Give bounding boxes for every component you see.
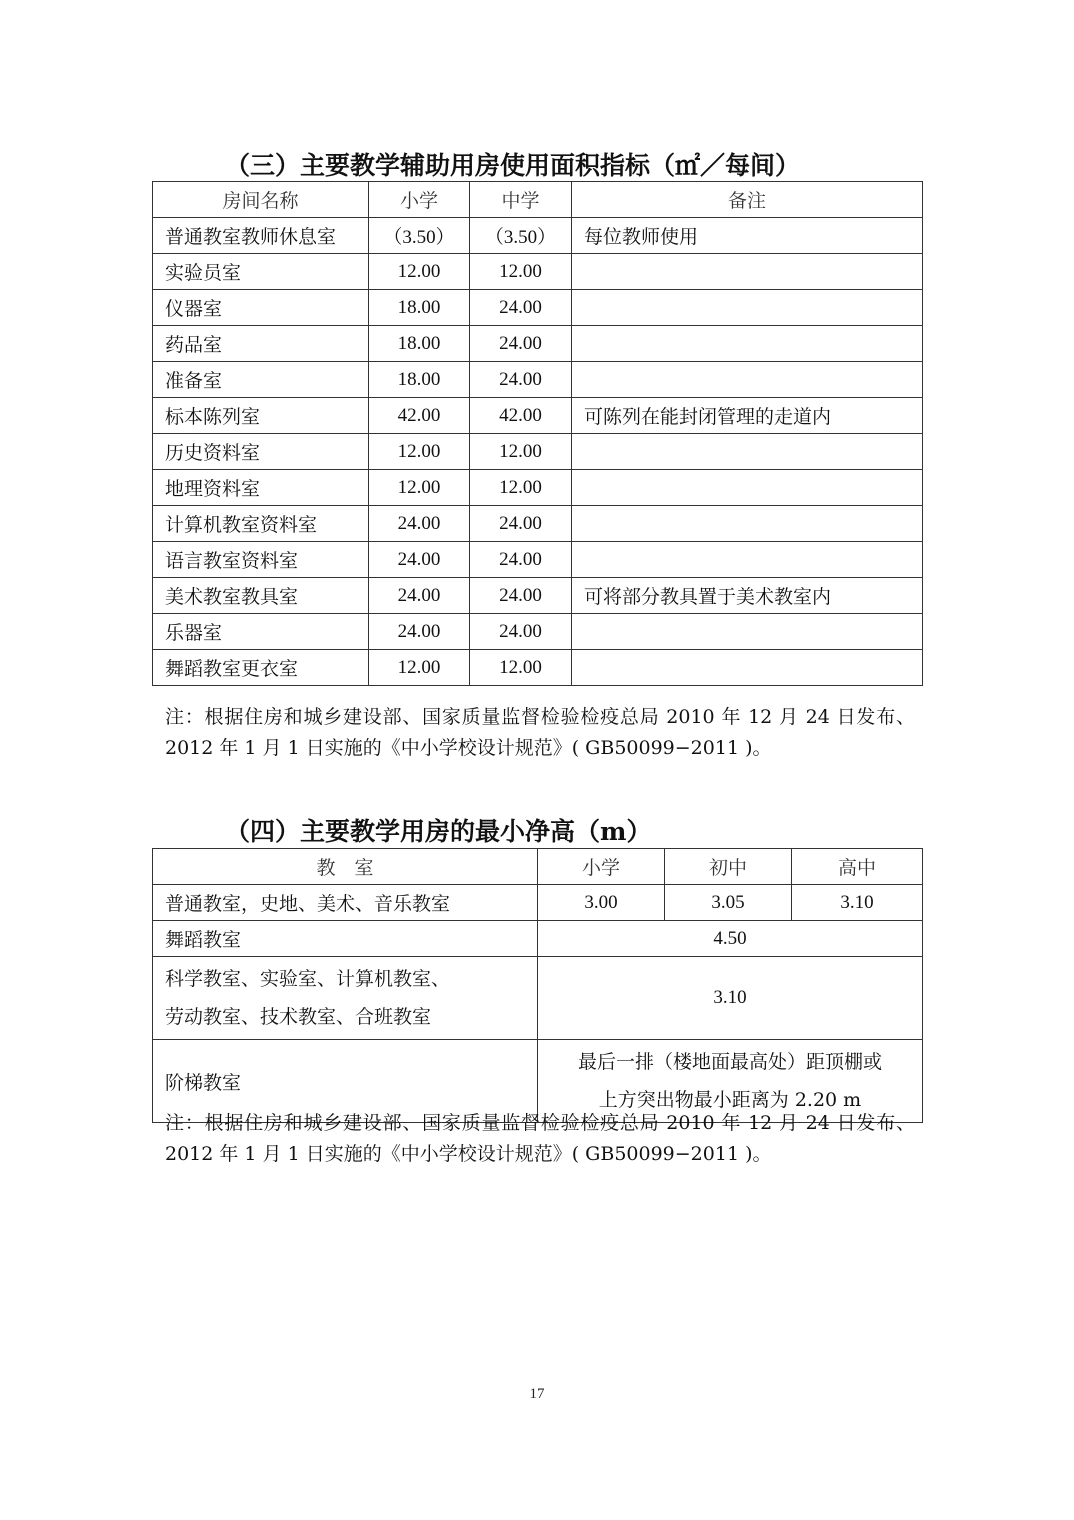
primary-value-cell: 12.00	[369, 254, 470, 290]
min-clear-height-table	[152, 848, 923, 1123]
room-name-cell: 准备室	[153, 362, 369, 398]
column-header-remarks: 备注	[572, 182, 923, 218]
table-row	[153, 434, 923, 470]
room-name-cell: 实验员室	[153, 254, 369, 290]
classroom-name-line: 劳动教室、技术教室、合班教室	[165, 1006, 432, 1028]
table-row	[153, 290, 923, 326]
middle-value-cell: 24.00	[470, 578, 572, 614]
table-header-row	[153, 182, 923, 218]
middle-value-cell: 24.00	[470, 326, 572, 362]
column-header-middle: 中学	[470, 182, 572, 218]
column-header-senior: 高中	[792, 849, 923, 885]
room-name-cell: 仪器室	[153, 290, 369, 326]
height-value-line: 上方突出物最小距离为 2.20 m	[598, 1089, 862, 1111]
remark-cell: 可陈列在能封闭管理的走道内	[572, 398, 923, 434]
table-row	[153, 398, 923, 434]
column-header-classroom: 教 室	[153, 849, 538, 885]
table-row	[153, 542, 923, 578]
middle-value-cell: 24.00	[470, 506, 572, 542]
table-row	[153, 326, 923, 362]
senior-height-cell: 3.10	[792, 885, 923, 921]
middle-value-cell: 12.00	[470, 650, 572, 686]
room-name-cell: 计算机教室资料室	[153, 506, 369, 542]
middle-value-cell: （3.50）	[470, 218, 572, 254]
remark-cell	[572, 254, 923, 290]
remark-cell	[572, 506, 923, 542]
remark-cell	[572, 326, 923, 362]
primary-value-cell: 24.00	[369, 542, 470, 578]
primary-value-cell: 24.00	[369, 506, 470, 542]
remark-cell	[572, 542, 923, 578]
primary-height-cell: 3.00	[538, 885, 665, 921]
room-name-cell: 普通教室教师休息室	[153, 218, 369, 254]
column-header-junior: 初中	[665, 849, 792, 885]
middle-value-cell: 12.00	[470, 434, 572, 470]
section3-note: 注：根据住房和城乡建设部、国家质量监督检验检疫总局 2010 年 12 月 24 日发布、2012 年 1 月 1 日实施的《中小学校设计规范》( GB50099−2011 )。	[165, 706, 915, 759]
remark-cell	[572, 290, 923, 326]
primary-value-cell: 18.00	[369, 290, 470, 326]
remark-cell: 可将部分教具置于美术教室内	[572, 578, 923, 614]
primary-value-cell: （3.50）	[369, 218, 470, 254]
primary-value-cell: 12.00	[369, 434, 470, 470]
primary-value-cell: 12.00	[369, 650, 470, 686]
room-name-cell: 药品室	[153, 326, 369, 362]
middle-value-cell: 12.00	[470, 470, 572, 506]
table-row	[153, 506, 923, 542]
section4-note: 注：根据住房和城乡建设部、国家质量监督检验检疫总局 2010 年 12 月 24 日发布、2012 年 1 月 1 日实施的《中小学校设计规范》( GB50099−2011 )。	[165, 1112, 915, 1165]
primary-value-cell: 18.00	[369, 326, 470, 362]
page-number: 17	[529, 1386, 545, 1402]
height-value-cell: 3.10	[538, 957, 923, 1040]
primary-value-cell: 24.00	[369, 578, 470, 614]
middle-value-cell: 24.00	[470, 542, 572, 578]
remark-cell	[572, 614, 923, 650]
room-name-cell: 乐器室	[153, 614, 369, 650]
height-value-cell: 4.50	[538, 921, 923, 957]
primary-value-cell: 42.00	[369, 398, 470, 434]
classroom-name-cell	[153, 957, 538, 1040]
column-header-primary: 小学	[369, 182, 470, 218]
room-name-cell: 美术教室教具室	[153, 578, 369, 614]
remark-cell	[572, 362, 923, 398]
section3-title: （三）主要教学辅助用房使用面积指标（㎡／每间）	[225, 151, 801, 180]
primary-value-cell: 18.00	[369, 362, 470, 398]
remark-cell	[572, 470, 923, 506]
primary-value-cell: 24.00	[369, 614, 470, 650]
room-name-cell: 语言教室资料室	[153, 542, 369, 578]
middle-value-cell: 12.00	[470, 254, 572, 290]
room-name-cell: 标本陈列室	[153, 398, 369, 434]
table-row	[153, 957, 923, 1040]
remark-cell	[572, 650, 923, 686]
middle-value-cell: 42.00	[470, 398, 572, 434]
middle-value-cell: 24.00	[470, 362, 572, 398]
classroom-name-cell: 普通教室，史地、美术、音乐教室	[153, 885, 538, 921]
table-header-row	[153, 849, 923, 885]
table-row	[153, 885, 923, 921]
column-header-room-name: 房间名称	[153, 182, 369, 218]
room-name-cell: 舞蹈教室更衣室	[153, 650, 369, 686]
room-name-cell: 地理资料室	[153, 470, 369, 506]
height-value-line: 最后一排（楼地面最高处）距顶棚或	[577, 1051, 882, 1073]
remark-cell: 每位教师使用	[572, 218, 923, 254]
remark-cell	[572, 434, 923, 470]
section4-title: （四）主要教学用房的最小净高（m）	[225, 817, 652, 846]
table-row	[153, 362, 923, 398]
table-row	[153, 650, 923, 686]
table-row	[153, 218, 923, 254]
classroom-name-cell: 阶梯教室	[153, 1040, 538, 1123]
junior-height-cell: 3.05	[665, 885, 792, 921]
classroom-name-cell: 舞蹈教室	[153, 921, 538, 957]
table-row	[153, 254, 923, 290]
middle-value-cell: 24.00	[470, 614, 572, 650]
primary-value-cell: 12.00	[369, 470, 470, 506]
table-row	[153, 578, 923, 614]
table-row	[153, 921, 923, 957]
column-header-primary: 小学	[538, 849, 665, 885]
table-row	[153, 614, 923, 650]
room-name-cell: 历史资料室	[153, 434, 369, 470]
classroom-name-line: 科学教室、实验室、计算机教室、	[165, 968, 451, 990]
auxiliary-rooms-area-table	[152, 181, 923, 686]
table-row	[153, 470, 923, 506]
middle-value-cell: 24.00	[470, 290, 572, 326]
